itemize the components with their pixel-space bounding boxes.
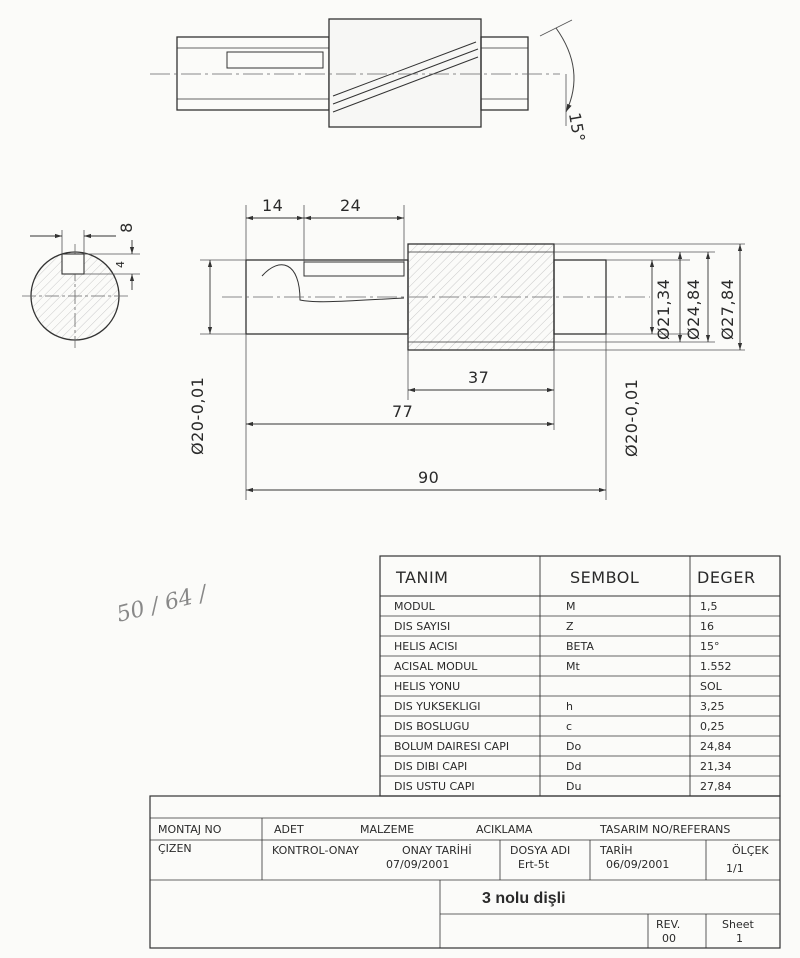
helix-angle-label: 15° (564, 111, 589, 144)
table-header-symbol: SEMBOL (570, 568, 640, 587)
dim-shaft-left: Ø20-0,01 (188, 376, 207, 455)
dim-14: 14 (262, 196, 284, 215)
table-cell-name: HELIS YONU (394, 680, 461, 693)
onay-tarihi-label: ONAY TARİHİ (402, 844, 472, 857)
adet-label: ADET (274, 823, 304, 836)
dim-8: 8 (116, 222, 136, 233)
aciklama-label: ACIKLAMA (476, 823, 533, 836)
dim-tip-dia: Ø27,84 (718, 278, 737, 340)
table-cell-value: 1,5 (700, 600, 718, 613)
table-cell-symbol: BETA (566, 640, 594, 653)
table-cell-name: DIS YUKSEKLIGI (394, 700, 481, 713)
dim-shaft-right: Ø20-0,01 (622, 378, 641, 457)
table-cell-symbol: M (566, 600, 576, 613)
table-cell-name: DIS USTU CAPI (394, 780, 475, 793)
dim-37: 37 (468, 368, 490, 387)
table-cell-value: 16 (700, 620, 714, 633)
tarih-label: TARİH (600, 844, 633, 857)
rev-value: 00 (662, 932, 676, 945)
dim-24: 24 (340, 196, 362, 215)
rev-label: REV. (656, 918, 681, 931)
dim-root-dia: Ø21,34 (654, 278, 673, 340)
sheet-label: Sheet (722, 918, 754, 931)
cizen-label: ÇIZEN (158, 842, 192, 855)
table-cell-symbol: c (566, 720, 573, 733)
dim-pitch-dia: Ø24,84 (684, 278, 703, 340)
montaj-no-label: MONTAJ NO (158, 823, 222, 836)
table-cell-symbol: Z (566, 620, 574, 633)
onay-tarihi-value: 07/09/2001 (386, 858, 450, 871)
table-cell-value: 24,84 (700, 740, 732, 753)
table-cell-symbol: Du (566, 780, 582, 793)
olcek-label: ÖLÇEK (732, 844, 769, 857)
table-cell-value: 0,25 (700, 720, 725, 733)
table-cell-symbol: Dd (566, 760, 582, 773)
dosya-adi-value: Ert-5t (518, 858, 550, 871)
table-cell-name: HELIS ACISI (394, 640, 458, 653)
table-cell-symbol: Do (566, 740, 582, 753)
table-cell-value: 15° (700, 640, 720, 653)
table-cell-name: DIS SAYISI (394, 620, 451, 633)
title-block-grid (150, 796, 780, 948)
table-header-value: DEGER (697, 568, 756, 587)
olcek-value: 1/1 (726, 862, 744, 875)
top-view-shaft (177, 19, 528, 127)
table-cell-name: DIS DIBI CAPI (394, 760, 468, 773)
tasarim-label: TASARIM NO/REFERANS (600, 823, 731, 836)
malzeme-label: MALZEME (360, 823, 415, 836)
dim-90: 90 (418, 468, 440, 487)
table-cell-symbol: h (566, 700, 573, 713)
table-cell-name: MODUL (394, 600, 435, 613)
table-cell-name: ACISAL MODUL (394, 660, 478, 673)
table-cell-value: 27,84 (700, 780, 732, 793)
tarih-value: 06/09/2001 (606, 858, 670, 871)
table-cell-value: SOL (700, 680, 722, 693)
dosya-adi-label: DOSYA ADI (510, 844, 571, 857)
table-cell-value: 3,25 (700, 700, 725, 713)
table-cell-value: 21,34 (700, 760, 732, 773)
table-header-name: TANIM (396, 568, 449, 587)
table-cell-value: 1.552 (700, 660, 732, 673)
table-cell-symbol: Mt (566, 660, 580, 673)
table-cell-name: BOLUM DAIRESI CAPI (394, 740, 510, 753)
cross-section (22, 230, 140, 348)
sheet-value: 1 (736, 932, 743, 945)
kontrol-label: KONTROL-ONAY (272, 844, 360, 857)
handwritten-note: 50 / 64 / (114, 581, 210, 628)
dim-77: 77 (392, 402, 414, 421)
drawing-title: 3 nolu dişli (482, 890, 566, 907)
dim-4: 4 (114, 261, 127, 268)
table-cell-name: DIS BOSLUGU (394, 720, 470, 733)
